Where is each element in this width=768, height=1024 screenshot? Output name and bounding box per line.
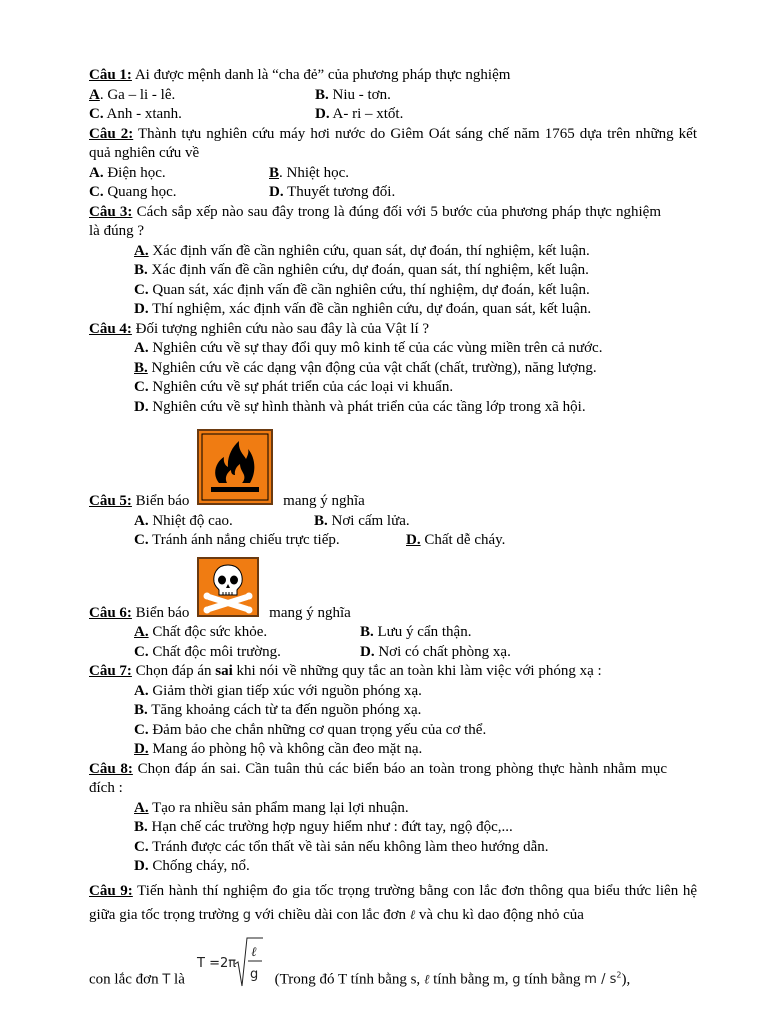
question-9 (89, 879, 697, 990)
q5-options-row-2 (89, 531, 697, 551)
q1-options-row-1 (89, 86, 697, 106)
toxic-skull-icon (197, 557, 259, 624)
flammable-icon (197, 429, 273, 512)
period-formula (195, 934, 265, 990)
option-a[interactable]: A. Giảm thời gian tiếp xúc với nguồn phóng xạ. (134, 682, 422, 699)
option-a[interactable]: A. Xác định vấn đề cần nghiên cứu, quan sát, dự đoán, thí nghiệm, kết luận. (134, 242, 590, 259)
option-a[interactable]: A. Nghiên cứu về sự thay đổi quy mô kinh tế của các vùng miền trên cả nước. (134, 340, 603, 356)
question-4 (89, 320, 697, 340)
question-label: Câu 2: (89, 125, 134, 142)
question-label: Câu 7: (89, 663, 132, 679)
option-a[interactable]: A. Ga – li - lê. (89, 86, 176, 103)
question-2 (89, 125, 697, 164)
question-label: Câu 4: (89, 320, 132, 337)
question-text: Cách sắp xếp nào sau đây trong là đúng đối với 5 bước của phương pháp thực nghiệm là đúng ? (89, 203, 662, 239)
option-d[interactable]: D. Mang áo phòng hộ và không cần đeo mặt nạ. (134, 741, 423, 757)
formula-denominator: g (249, 966, 259, 982)
question-3 (89, 203, 697, 242)
option-d[interactable]: D. Nơi có chất phòng xạ. (360, 643, 511, 660)
option-a[interactable]: A. Tạo ra nhiều sản phẩm mang lại lợi nhuận. (134, 799, 409, 816)
option-b[interactable]: B. Hạn chế các trường hợp nguy hiểm như : đứt tay, ngộ độc,... (134, 819, 513, 835)
option-d[interactable]: D. A- ri – xtốt. (315, 106, 404, 122)
unit-ms2: m / $s^2$ (584, 970, 622, 987)
question-text-pre: Biển báo (131, 604, 190, 621)
option-c[interactable]: C. Chất độc môi trường. (134, 643, 281, 660)
question-label: Câu 1: (89, 67, 132, 83)
option-b[interactable]: B. Tăng khoảng cách từ ta đến nguồn phóng xạ. (134, 702, 422, 718)
var-l: ℓ (423, 972, 430, 987)
formula-lhs: T =2π (196, 955, 236, 971)
formula-numerator: ℓ (250, 944, 257, 960)
option-b[interactable]: B. Nhiệt học. (269, 164, 349, 181)
option-c[interactable]: C. Quang học. (89, 184, 177, 200)
q5-options-row-1 (89, 512, 697, 532)
option-c[interactable]: C. Tránh được các tổn thất về tài sản nếu không làm theo hướng dẫn. (134, 838, 549, 855)
option-a[interactable]: A. Điện học. (89, 164, 166, 181)
question-6 (89, 557, 697, 624)
var-T: T (162, 972, 171, 987)
question-text-post: mang ý nghĩa (265, 604, 351, 621)
option-c[interactable]: C. Tránh ánh nắng chiếu trực tiếp. (134, 532, 340, 548)
option-d[interactable]: D. Thí nghiệm, xác định vấn đề cần nghiên cứu, dự đoán, quan sát, kết luận. (134, 301, 592, 317)
formula-line: con lắc đơn T là T =2π ℓ g (Trong đó T tính bằng s, ℓ tính bằng m, g tính bằng m / $s^2$), (89, 928, 697, 990)
q2-options-row-1 (89, 164, 697, 184)
option-d[interactable]: D. Chống cháy, nổ. (134, 858, 250, 874)
question-text: Chọn đáp án sai. Cần tuân thủ các biển báo an toàn trong phòng thực hành nhằm mục đích : (89, 760, 667, 796)
option-d[interactable]: D. Thuyết tương đối. (269, 184, 396, 200)
option-b[interactable]: B. Nơi cấm lửa. (314, 512, 410, 529)
option-a[interactable]: A. Nhiệt độ cao. (134, 512, 233, 529)
question-1 (89, 66, 697, 86)
var-g: g (512, 972, 521, 987)
q1-options-row-2 (89, 105, 697, 125)
q2-options-row-2 (89, 183, 697, 203)
option-c[interactable]: C. Anh - xtanh. (89, 106, 182, 122)
question-text: Đối tượng nghiên cứu nào sau đây là của Vật lí ? (131, 320, 430, 337)
question-label: Câu 6: (89, 604, 132, 621)
question-text-pre: Biển báo (131, 493, 190, 509)
option-c[interactable]: C. Quan sát, xác định vấn đề cần nghiên cứu, thí nghiệm, dự đoán, kết luận. (134, 281, 590, 298)
question-5 (89, 429, 697, 512)
question-label: Câu 3: (89, 203, 133, 220)
question-text: Câu 9: Tiến hành thí nghiệm đo gia tốc trọng trường bằng con lắc đơn thông qua biểu thức liên hệ giữa gia tốc trọng trường g với chiều dài con lắc đơn ℓ và chu kì dao động nhỏ của (89, 882, 698, 923)
question-text-post: mang ý nghĩa (279, 493, 365, 509)
option-d[interactable]: D. Nghiên cứu về sự hình thành và phát triển của các tầng lớp trong xã hội. (134, 398, 586, 415)
question-label: Câu 8: (89, 760, 133, 777)
question-label: Câu 5: (89, 493, 132, 509)
option-a[interactable]: A. Chất độc sức khỏe. (134, 624, 268, 640)
question-label: Câu 9: (89, 882, 133, 899)
question-text: Ai được mệnh danh là “cha đẻ” của phương pháp thực nghiệm (131, 67, 511, 83)
option-c[interactable]: C. Nghiên cứu về sự phát triển của các loại vi khuẩn. (134, 379, 454, 395)
option-b[interactable]: B. Lưu ý cẩn thận. (360, 624, 472, 640)
question-text: Thành tựu nghiên cứu máy hơi nước do Giêm Oát sáng chế năm 1765 dựa trên những kết quả nghiên cứu về (89, 125, 697, 161)
q6-options-row-1 (89, 623, 697, 643)
emphasis-sai: sai (215, 663, 233, 679)
exam-page (89, 66, 697, 990)
option-c[interactable]: C. Đảm bảo che chắn những cơ quan trọng yếu của cơ thể. (134, 721, 487, 738)
question-8 (89, 760, 697, 799)
q6-options-row-2 (89, 643, 697, 663)
var-l: ℓ (409, 907, 416, 923)
option-d[interactable]: D. Chất dễ cháy. (406, 532, 506, 548)
question-7: Câu 7: Chọn đáp án sai khi nói về những quy tắc an toàn khi làm việc với phóng xạ : (89, 663, 602, 679)
option-b[interactable]: B. Nghiên cứu về các dạng vận động của vật chất (chất, trường), năng lượng. (134, 359, 597, 376)
option-b[interactable]: B. Xác định vấn đề cần nghiên cứu, dự đoán, quan sát, thí nghiệm, kết luận. (134, 262, 589, 278)
option-b[interactable]: B. Niu - tơn. (315, 86, 391, 103)
var-g: g (242, 907, 252, 923)
